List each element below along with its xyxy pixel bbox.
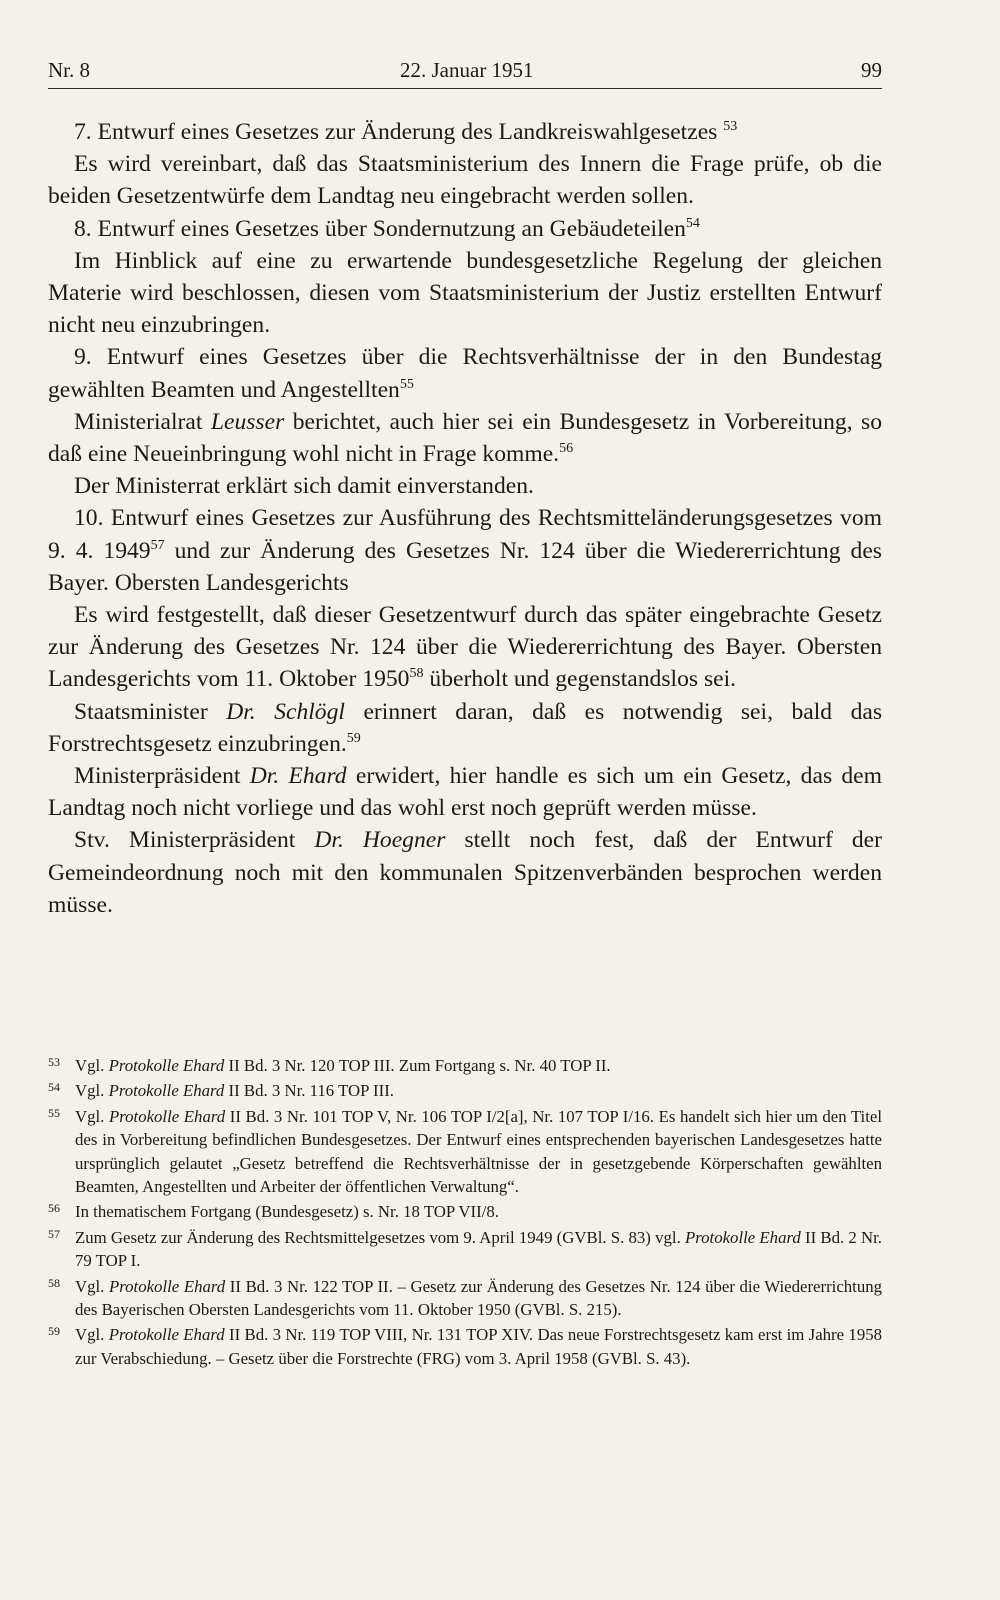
- footnote-text: II Bd. 3 Nr. 119 TOP VIII, Nr. 131 TOP XIV. Das neue Forstrechtsgesetz kam erst im Jahre 1958 zur Verabschiedung. – Gesetz über die Forstrechte (FRG) vom 3. April 1958 (GVBl. S. 43).: [75, 1325, 882, 1368]
- agenda-item-7-heading: [48, 116, 882, 148]
- running-head: [48, 54, 882, 89]
- source-title: Protokolle Ehard: [108, 1081, 225, 1101]
- paragraph: [48, 406, 882, 470]
- source-title: Protokolle Ehard: [108, 1106, 226, 1126]
- source-title: Protokolle Ehard: [108, 1325, 225, 1345]
- paragraph: [48, 824, 882, 921]
- page-number: 99: [861, 58, 882, 82]
- paragraph-text: und zur Änderung des Gesetzes Nr. 124 über die Wiedererrichtung des Bayer. Obersten Landesgerichts: [48, 537, 882, 596]
- paragraph-text: Im Hinblick auf eine zu erwartende bundesgesetzliche Regelung der gleichen Materie wird beschlossen, diesen vom Staatsministerium der Justiz erstellten Entwurf nicht neu einzubringen.: [48, 247, 882, 339]
- agenda-item-9-heading: [48, 341, 882, 405]
- footnote-ref[interactable]: 58: [409, 666, 424, 682]
- session-date: 22. Januar 1951: [400, 58, 534, 82]
- footnote-text: Zum Gesetz zur Änderung des Rechtsmittelgesetzes vom 9. April 1949 (GVBl. S. 83) vgl.: [75, 1227, 681, 1247]
- footnote-ref[interactable]: 53: [723, 119, 738, 134]
- footnote-text: II Bd. 3 Nr. 116 TOP III.: [228, 1081, 395, 1101]
- paragraph-text: Ministerpräsident: [74, 763, 241, 790]
- footnote-ref[interactable]: 59: [346, 730, 361, 746]
- footnote-text: Vgl.: [75, 1056, 105, 1075]
- paragraph: [48, 148, 882, 212]
- person-name: Dr. Hoegner: [314, 827, 446, 854]
- paragraph-text: berichtet, auch hier sei ein Bundesgesetz in Vorbereitung, so daß eine Neueinbringung wohl nicht in Frage komme.: [48, 408, 882, 468]
- footnote-text: II Bd. 3 Nr. 122 TOP II. – Gesetz zur Änderung des Gesetzes Nr. 124 über die Wiedererrichtung des Bayerischen Obersten Landesgerichts vom 11. Oktober 1950 (GVBl. S. 215).: [75, 1276, 883, 1320]
- issue-number: Nr. 8: [48, 58, 90, 82]
- footnote-number: 59: [48, 1324, 60, 1339]
- agenda-item-10-heading: [48, 502, 882, 599]
- footnote-text: II Bd. 3 Nr. 120 TOP III. Zum Fortgang s. Nr. 40 TOP II.: [228, 1056, 611, 1075]
- footnote-number: 58: [48, 1275, 60, 1290]
- footnote-text: II Bd. 2 Nr. 79 TOP I.: [75, 1227, 882, 1271]
- paragraph-text: erinnert daran, daß es notwendig sei, bald das Forstrechtsgesetz einzubringen.: [48, 698, 883, 757]
- source-title: Protokolle Ehard: [685, 1227, 801, 1247]
- footnotes: [48, 1054, 882, 1372]
- person-name: Dr. Schlögl: [226, 698, 345, 725]
- footnote-59: [48, 1323, 882, 1370]
- paragraph-text: Stv. Ministerpräsident: [74, 827, 296, 854]
- paragraph: [48, 696, 882, 760]
- footnote-ref[interactable]: 54: [685, 215, 700, 231]
- paragraph: [48, 245, 882, 342]
- footnote-56: [48, 1200, 882, 1223]
- paragraph: [48, 760, 882, 824]
- footnote-53: [48, 1054, 882, 1077]
- paragraph-text: Es wird festgestellt, daß dieser Gesetzentwurf durch das später eingebrachte Gesetz zur Änderung des Gesetzes Nr. 124 über die Wiedererrichtung des Bayer. Obersten Landesgerichts vom 11. Oktober 1950: [48, 602, 882, 693]
- paragraph-text: 8. Entwurf eines Gesetzes über Sondernutzung an Gebäudeteilen: [74, 215, 686, 242]
- footnote-ref[interactable]: 57: [150, 537, 165, 553]
- person-name: Dr. Ehard: [249, 763, 347, 790]
- source-title: Protokolle Ehard: [108, 1056, 225, 1075]
- footnote-ref[interactable]: 55: [399, 376, 414, 392]
- source-title: Protokolle Ehard: [109, 1276, 226, 1296]
- body-text: [48, 116, 882, 921]
- footnote-number: 55: [48, 1105, 60, 1120]
- agenda-item-8-heading: [48, 213, 882, 245]
- footnote-ref[interactable]: 56: [559, 441, 574, 457]
- paragraph: [48, 470, 882, 502]
- footnote-number: 53: [48, 1055, 60, 1069]
- footnote-text: Vgl.: [75, 1276, 105, 1296]
- paragraph-text: Staatsminister: [74, 698, 208, 725]
- paragraph-text: Es wird vereinbart, daß das Staatsministerium des Innern die Frage prüfe, ob die beiden Gesetzentwürfe dem Landtag neu eingebracht werden sollen.: [48, 151, 882, 210]
- paragraph: [48, 599, 882, 696]
- footnote-text: Vgl.: [75, 1325, 105, 1345]
- footnote-number: 57: [48, 1226, 60, 1241]
- footnote-55: [48, 1105, 882, 1199]
- person-name: Leusser: [210, 408, 285, 435]
- footnote-text: In thematischem Fortgang (Bundesgesetz) s. Nr. 18 TOP VII/8.: [75, 1202, 499, 1222]
- paragraph-text: 7. Entwurf eines Gesetzes zur Änderung des Landkreiswahlgesetzes: [74, 119, 718, 145]
- paragraph-text: 9. Entwurf eines Gesetzes über die Rechtsverhältnisse der in den Bundestag gewählten Beamten und Angestellten: [48, 344, 882, 403]
- footnote-54: [48, 1079, 882, 1102]
- footnote-text: Vgl.: [75, 1106, 105, 1126]
- paragraph-text: stellt noch fest, daß der Entwurf der Gemeindeordnung noch mit den kommunalen Spitzenverbänden besprochen werden müsse.: [48, 827, 882, 918]
- footnote-58: [48, 1275, 882, 1322]
- footnote-number: 54: [48, 1080, 60, 1095]
- paragraph-text: 10. Entwurf eines Gesetzes zur Ausführung des Rechtsmitteländerungsgesetzes vom 9. 4. 1949: [48, 505, 882, 564]
- paragraph-text: Der Ministerrat erklärt sich damit einverstanden.: [74, 473, 534, 500]
- paragraph-text: Ministerialrat: [74, 408, 203, 435]
- paragraph-text: erwidert, hier handle es sich um ein Gesetz, das dem Landtag noch nicht vorliege und das wohl erst noch geprüft werden müsse.: [48, 763, 883, 822]
- footnote-number: 56: [48, 1201, 60, 1216]
- footnote-text: Vgl.: [75, 1081, 105, 1101]
- footnote-57: [48, 1226, 882, 1273]
- footnote-text: II Bd. 3 Nr. 101 TOP V, Nr. 106 TOP I/2[a], Nr. 107 TOP I/16. Es handelt sich hier um den Titel des in Vorbereitung befindlichen Bundesgesetzes. Der Entwurf eines entsprechenden bayerischen Landesgesetzes hatte ursprünglich gelautet „Gesetz betreffend die Rechtsverhältnisse der in gesetzgebende Körperschaften gewählten Beamten, Angestellten und Arbeiter der öffentlichen Verwaltung“.: [75, 1106, 882, 1197]
- paragraph-text: überholt und gegenstandslos sei.: [429, 666, 737, 693]
